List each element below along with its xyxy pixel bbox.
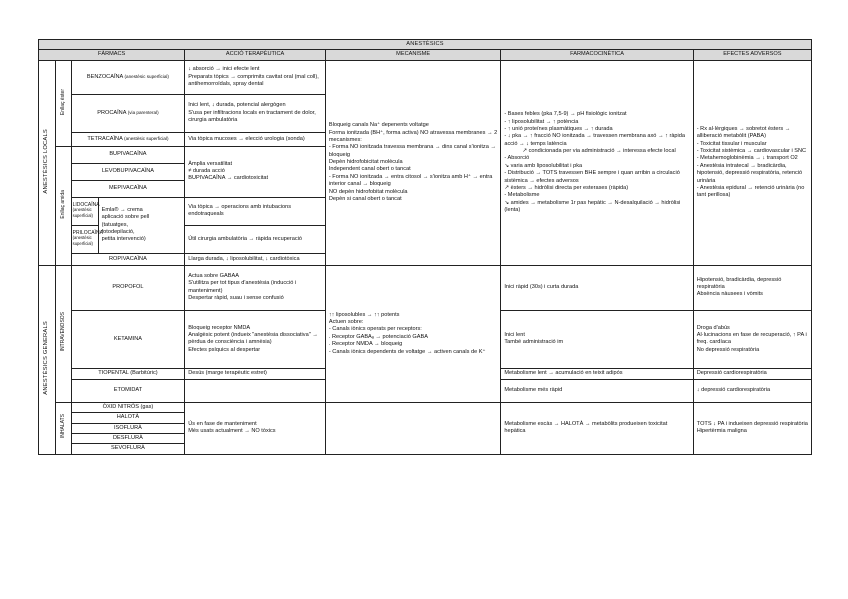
drug-ropivacaina: ROPIVACAÏNA: [71, 253, 185, 265]
drug-sevoflura: SEVOFLURÀ: [71, 444, 185, 454]
accio-lidocaina: Via tòpica → operacions amb intubacions endotraqueals: [185, 197, 326, 225]
drug-ketamina: KETAMINA: [71, 310, 185, 368]
group-locals: ANESTÈSICS LOCALS: [39, 60, 56, 265]
farmaco-tiopental: Metabolisme lent → acumulació en teixit adipós: [501, 368, 693, 379]
accio-prilocaina: Útil cirurgia ambulatòria → ràpida recuperació: [185, 225, 326, 253]
accio-ropivacaina: Llarga durada, ↓ liposolubilitat, ↓ cardiotòxica: [185, 253, 326, 265]
drug-halota: HALOTÀ: [71, 413, 185, 423]
drug-procaina: PROCAÏNA (via parenteral): [71, 94, 185, 132]
accio-procaina: Inici lent, ↓ durada, potencial alergògen S'usa per infiltracions locals en tractament de dolor, cirurgia ambulatòria: [185, 94, 326, 132]
accio-tiopental: Desús (marge terapèutic estret): [185, 368, 326, 379]
table-title: ANESTÈSICS: [39, 40, 812, 50]
farmaco-inhalats: Metabolisme escàs → HALOTÀ → metabòlits produeixen toxicitat hepàtica: [501, 402, 693, 454]
drug-etomidat: ETOMIDAT: [71, 379, 185, 402]
subgroup-intravenosos: INTRAVENOSOS: [55, 265, 71, 402]
drug-tiopental: TIOPENTAL (Barbitúric): [71, 368, 185, 379]
accio-ketamina: Bloqueig receptor NMDA Analgèsic potent (indueix "anestèsia dissociativa" → pèrdua de consciència i amnèsia) Efectes psíquics al despertar: [185, 310, 326, 368]
farmaco-propofol: Inici ràpid (30s) i curta durada: [501, 265, 693, 310]
anesthetics-table: [38, 39, 812, 455]
farmaco-ketamina: Inici lent També administració im: [501, 310, 693, 368]
header-farmacs: FÀRMACS: [39, 50, 185, 60]
drug-tetracaina: TETRACAÏNA (anestèsic superficial): [71, 132, 185, 146]
drug-bupivacaina: BUPIVACAÏNA: [71, 146, 185, 163]
drug-mepivacaina: MEPIVACAÏNA: [71, 180, 185, 197]
efectes-tiopental: Depressió cardiorespiratòria: [693, 368, 811, 379]
header-efectes: EFECTES ADVERSOS: [693, 50, 811, 60]
accio-inhalats: Ús en fase de manteniment Més usats actualment → NO tòxics: [185, 402, 326, 454]
group-generals: ANESTÈSICS GENERALS: [39, 265, 56, 454]
subgroup-ester: Enllaç èster: [55, 60, 71, 146]
drug-oxid-nitros: ÒXID NITRÓS (gas): [71, 402, 185, 412]
drug-desflura: DESFLURÀ: [71, 433, 185, 443]
header-farmacocinetica: FARMACOCINÈTICA: [501, 50, 693, 60]
accio-tetracaina: Via tòpica mucoses → elecció urologia (sonda): [185, 132, 326, 146]
drug-propofol: PROPOFOL: [71, 265, 185, 310]
accio-benzocaina: ↓ absorció → inici efecte lent Preparats tòpics → comprimits cavitat oral (mal coll), antihemorroïdals, spray dental: [185, 60, 326, 94]
drug-levobupivacaina: LEVOBUPIVACAÏNA: [71, 163, 185, 180]
emla-note: Emla® → crema aplicació sobre pell (tatuatges, fotodepilació, petita intervenció): [98, 197, 185, 253]
header-accio: ACCIÓ TERAPÈUTICA: [185, 50, 326, 60]
accio-etomidat: [185, 379, 326, 402]
efectes-etomidat: ↓ depressió cardiorespiratòria: [693, 379, 811, 402]
header-mecanisme: MECANISME: [325, 50, 501, 60]
subgroup-amida: Enllaç amida: [55, 146, 71, 265]
drug-prilocaina: PRILOCAÏNA (anestèsic superficial): [71, 225, 98, 253]
mecanisme-generals: ↑↑ liposolubles → ↑↑ potents Actuen sobre: - Canals iònics operats per receptors: . Receptor GABAₐ → potenciació GABA . Receptor NMDA → bloqueig - Canals iònics dependents de voltatge → activen canals de K⁺: [325, 265, 501, 402]
farmaco-etomidat: Metabolisme més ràpid: [501, 379, 693, 402]
mecanisme-locals: Bloqueig canals Na⁺ depenents voltatge Forma ionitzada (BH⁺, forma activa) NO atravessa membranes → 2 mecanismes: - Forma NO ionitzada travessa membrana → dins canal s'ionitza → bloqueig Depèn hidrofobicitat molècula Independent canal obert o tancat - Forma NO ionitzada → entra citosol → s'ionitza amb H⁺ → entra interior canal → bloqueig NO depèn hidrofobitat molècula Depèn si canal obert o tancat: [325, 60, 501, 265]
drug-lidocaina: LIDOCAÏNA (anestèsic superficial): [71, 197, 98, 225]
farmacocinetica-locals: - Bases febles (pka 7,5-9) → pH fisiològic ionitzat - ↑ liposolubilitat → ↑ potència - ↑ unió proteïnes plasmàtiques → ↑ durada - ↓ pka → ↑ fracció NO ionitzada → travessen membrana axó → ↑ ràpida acció → ↓ temps latència ↗ condicionada per via administració → interessa efecte local - Absorció ↘ varia amb liposolubilitat i pka - Distribució → TOTS travessen BHE sempre i quan arribin a circulació sistèmica → efectes adversos ↗ èsters → hidròlisi directa per esterases (ràpida) - Metabolisme ↘ amides → metabolisme 1r pas hepàtic → N-desalquilació → hidròlisi (lenta): [501, 60, 693, 265]
accio-propofol: Actua sobre GABAA S'utilitza per tot tipus d'anestèsia (inducció i manteniment) Despertar ràpid, suau i sense confusió: [185, 265, 326, 310]
drug-benzocaina: BENZOCAÏNA (anestèsic superficial): [71, 60, 185, 94]
efectes-ketamina: Droga d'abús Al·lucinacions en fase de recuperació, ↑ PA i freq. cardíaca No depressió respiratòria: [693, 310, 811, 368]
accio-amida: Àmplia versatilitat ≠ durada acció BUPIVACAÏNA → cardiotoxicitat: [185, 146, 326, 197]
efectes-propofol: Hipotensió, bradicàrdia, depressió respiratòria Absència nàusees i vòmits: [693, 265, 811, 310]
efectes-inhalats: TOTS ↓ PA i indueixen depressió respiratòria Hipertèrmia maligna: [693, 402, 811, 454]
drug-isoflura: ISOFLURÀ: [71, 423, 185, 433]
subgroup-inhalats: INHALATS: [55, 402, 71, 454]
efectes-locals: - Rx al·lèrgiques → sobretot èsters → alliberació metabòlit (PABA) - Toxicitat tissular i muscular - Toxicitat sistèmica → cardiovascular i SNC - Metahemoglobinèmia → ↓ transport O2 - Anestèsia intratecal → bradicàrdia, hipotensió, depressió respiratòria, retenció urinària - Anestèsia epidural → retenció urinària (no tant perillosa): [693, 60, 811, 265]
mecanisme-inhalats: [325, 402, 501, 454]
